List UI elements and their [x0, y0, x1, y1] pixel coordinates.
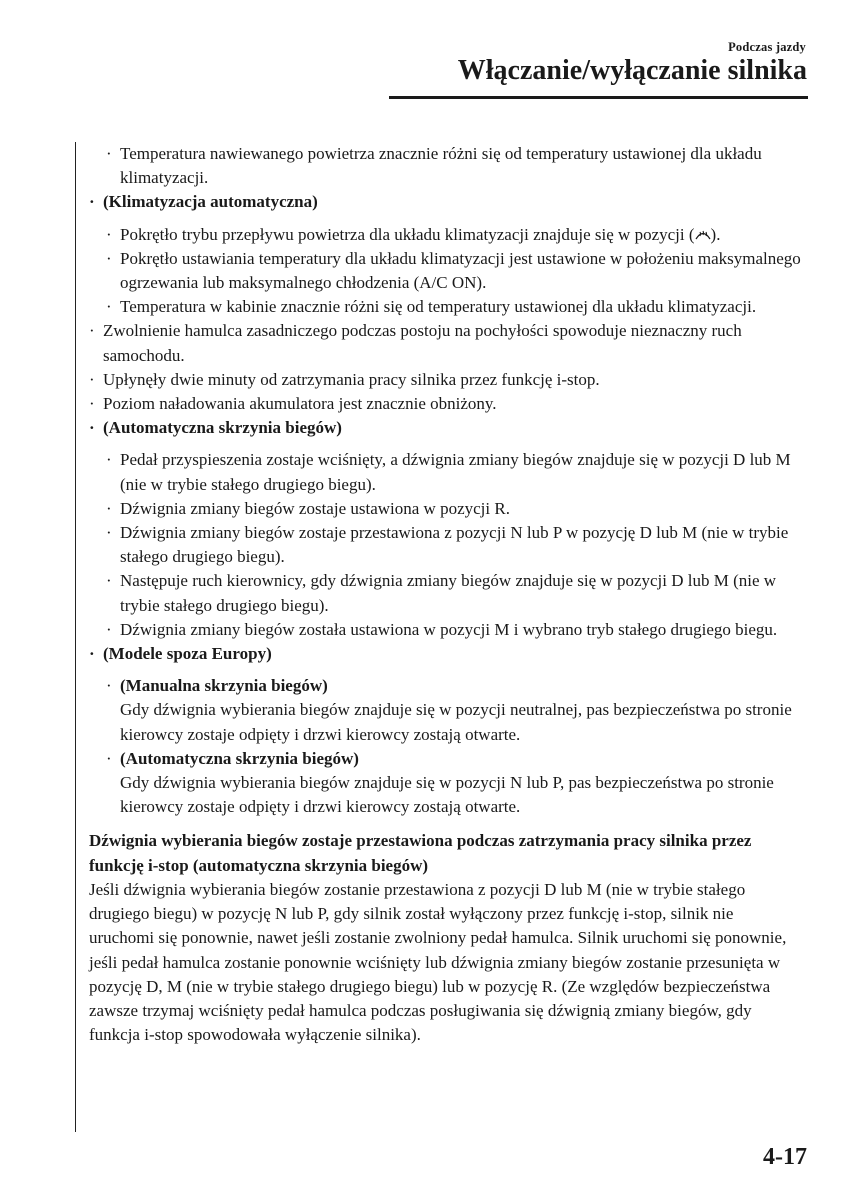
subitem-text: Gdy dźwignia wybierania biegów znajduje się w pozycji neutralnej, pas bezpieczeństwa po stronie kierowcy zostaje odpięty i drzwi kierowcy zostają otwarte. — [120, 700, 792, 744]
page-title: Włączanie/wyłączanie silnika — [457, 55, 807, 86]
list-item — [89, 747, 801, 820]
list-item: · Upłynęły dwie minuty od zatrzymania pracy silnika przez funkcję i-stop. — [89, 368, 801, 392]
paragraph — [89, 829, 801, 1047]
list-item: · Pokrętło trybu przepływu powietrza dla układu klimatyzacji znajduje się w pozycji ( ). — [89, 223, 801, 247]
page-content — [89, 142, 801, 1047]
list-item: · Zwolnienie hamulca zasadniczego podczas postoju na pochyłości spowoduje nieznaczny ruch samochodu. — [89, 319, 801, 367]
list-item: · Poziom naładowania akumulatora jest znacznie obniżony. — [89, 392, 801, 416]
subheading-manual: · (Manualna skrzynia biegów) — [120, 676, 328, 696]
section-heading-auto-transmission: · (Automatyczna skrzynia biegów) — [89, 416, 801, 440]
subitem-text: Gdy dźwignia wybierania biegów znajduje się w pozycji N lub P, pas bezpieczeństwa po stronie kierowcy zostaje odpięty i drzwi kierowcy zostają otwarte. — [120, 773, 774, 817]
section-heading-non-europe: · (Modele spoza Europy) — [89, 642, 801, 666]
list-item: · Dźwignia zmiany biegów została ustawiona w pozycji M i wybrano tryb stałego drugiego biegu. — [89, 618, 801, 642]
list-item: · Następuje ruch kierownicy, gdy dźwignia zmiany biegów znajduje się w pozycji D lub M (nie w trybie stałego drugiego biegu). — [89, 569, 801, 617]
list-item: · Temperatura nawiewanego powietrza znacznie różni się od temperatury ustawionej dla układu klimatyzacji. — [89, 142, 801, 190]
paragraph-text: Jeśli dźwignia wybierania biegów zostanie przestawiona z pozycji D lub M (nie w trybie stałego drugiego biegu) w pozycję N lub P, gdy silnik został wyłączony przez funkcję i-stop, silnik nie uruchomi się ponownie, nawet jeśli zostanie zwolniony pedał hamulca. Silnik uruchomi się ponownie, jeśli pedał hamulca zostanie ponownie wciśnięty lub dźwignia zmiany biegów zostanie przesunięta w pozycję D, M (nie w trybie stałego drugiego biegu) lub w pozycję R. (Ze względów bezpieczeństwa zawsze trzymaj wciśnięty pedał hamulca podczas posługiwania się dźwignią zmiany biegów, gdy funkcja i-stop spowodowała wyłączenie silnika). — [89, 879, 787, 1045]
list-item: · Pokrętło ustawiania temperatury dla układu klimatyzacji jest ustawione w położeniu maksymalnego ogrzewania lub maksymalnego chłodzenia (A/C ON). — [89, 247, 801, 295]
left-margin-rule — [75, 142, 76, 1132]
list-item: · Dźwignia zmiany biegów zostaje przestawiona z pozycji N lub P w pozycję D lub M (nie w trybie stałego drugiego biegu). — [89, 521, 801, 569]
paragraph-heading: Dźwignia wybierania biegów zostaje przestawiona podczas zatrzymania pracy silnika przez funkcję i-stop (automatyczna skrzynia biegów) — [89, 831, 752, 875]
subheading-automatic: · (Automatyczna skrzynia biegów) — [120, 748, 359, 768]
list-item: · Temperatura w kabinie znacznie różni się od temperatury ustawionej dla układu klimatyzacji. — [89, 295, 801, 319]
list-item — [89, 674, 801, 747]
section-label: Podczas jazdy — [728, 40, 806, 54]
list-item: · Pedał przyspieszenia zostaje wciśnięty, a dźwignia zmiany biegów znajduje się w pozycji D lub M (nie w trybie stałego drugiego biegu). — [89, 448, 801, 496]
windshield-defroster-icon — [695, 223, 711, 247]
title-rule — [389, 96, 808, 99]
list-item: · Dźwignia zmiany biegów zostaje ustawiona w pozycji R. — [89, 497, 801, 521]
section-heading-auto-climate: · (Klimatyzacja automatyczna) — [89, 190, 801, 214]
page-number: 4-17 — [763, 1144, 807, 1170]
